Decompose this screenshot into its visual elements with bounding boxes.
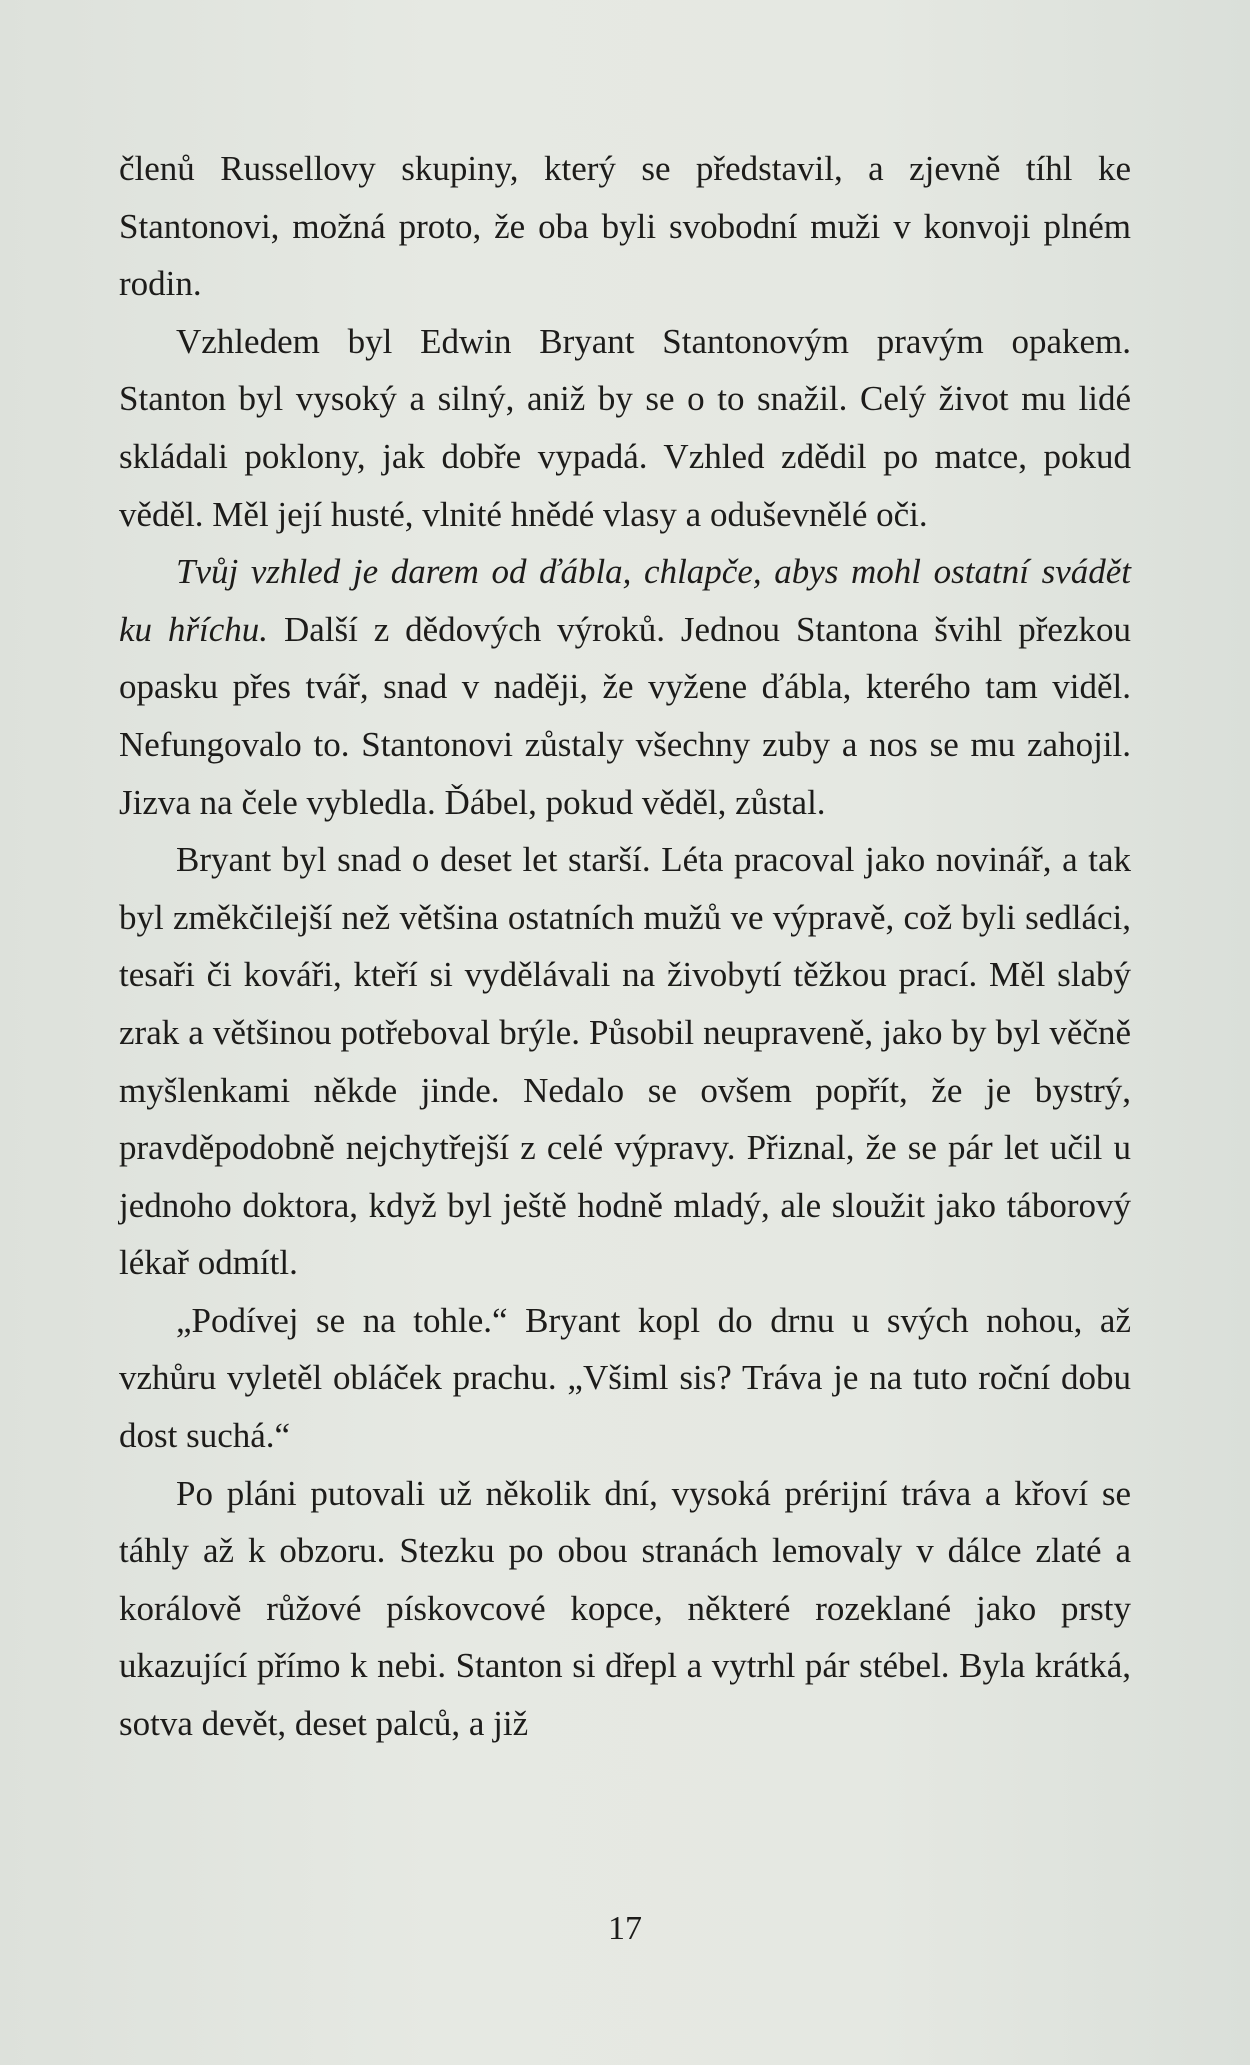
paragraph-3-italic: Tvůj vzhled je darem od ďábla, chlapče, abys mohl ostatní svádět ku hříchu. <box>119 552 1131 649</box>
paragraph-1-text: členů Russellovy skupiny, který se představil, a zjevně tíhl ke Stantonovi, možná proto, že oba byli svobodní muži v konvoji plném rodin. <box>119 149 1131 304</box>
paragraph-4-text: Bryant byl snad o deset let starší. Léta pracoval jako novinář, a tak byl změkčilejší než většina ostatních mužů ve výpravě, což byli sedláci, tesaři či kováři, kteří si vydělávali na živobytí těžkou prací. Měl slabý zrak a většinou potřeboval brýle. Působil neupraveně, jako by byl věčně myšlenkami někde jinde. Nedalo se ovšem popřít, že je bystrý, pravděpodobně nejchytřejší z celé výpravy. Přiznal, že se pár let učil u jednoho doktora, když byl ještě hodně mladý, ale sloužit jako táborový lékař odmítl. <box>119 840 1131 1283</box>
paragraph-1 <box>119 140 1131 313</box>
paragraph-2 <box>119 313 1131 543</box>
paragraph-6 <box>119 1465 1131 1753</box>
paragraph-3-text: Další z dědových výroků. Jednou Stantona švihl přezkou opasku přes tvář, snad v naději, že vyžene ďábla, kterého tam viděl. Nefungovalo to. Stantonovi zůstaly všechny zuby a nos se mu zahojil. Jizva na čele vybledla. Ďábel, pokud věděl, zůstal. <box>119 609 1131 822</box>
paragraph-2-text: Vzhledem byl Edwin Bryant Stantonovým pravým opakem. Stanton byl vysoký a silný, aniž by se o to snažil. Celý život mu lidé skládali poklony, jak dobře vypadá. Vzhled zdědil po matce, pokud věděl. Měl její husté, vlnité hnědé vlasy a oduševnělé oči. <box>119 321 1131 534</box>
body-text <box>119 140 1131 1753</box>
paragraph-3 <box>119 543 1131 831</box>
page-number: 17 <box>608 1910 642 1947</box>
paragraph-5 <box>119 1292 1131 1465</box>
paragraph-5-text: „Podívej se na tohle.“ Bryant kopl do drnu u svých nohou, až vzhůru vyletěl obláček prachu. „Všiml sis? Tráva je na tuto roční dobu dost suchá.“ <box>119 1300 1131 1456</box>
paragraph-4 <box>119 831 1131 1292</box>
paragraph-6-text: Po pláni putovali už několik dní, vysoká prérijní tráva a křoví se táhly až k obzoru. Stezku po obou stranách lemovaly v dálce zlaté a korálově růžové pískovcové kopce, některé rozeklané jako prsty ukazující přímo k nebi. Stanton si dřepl a vytrhl pár stébel. Byla krátká, sotva devět, deset palců, a již <box>119 1473 1131 1744</box>
